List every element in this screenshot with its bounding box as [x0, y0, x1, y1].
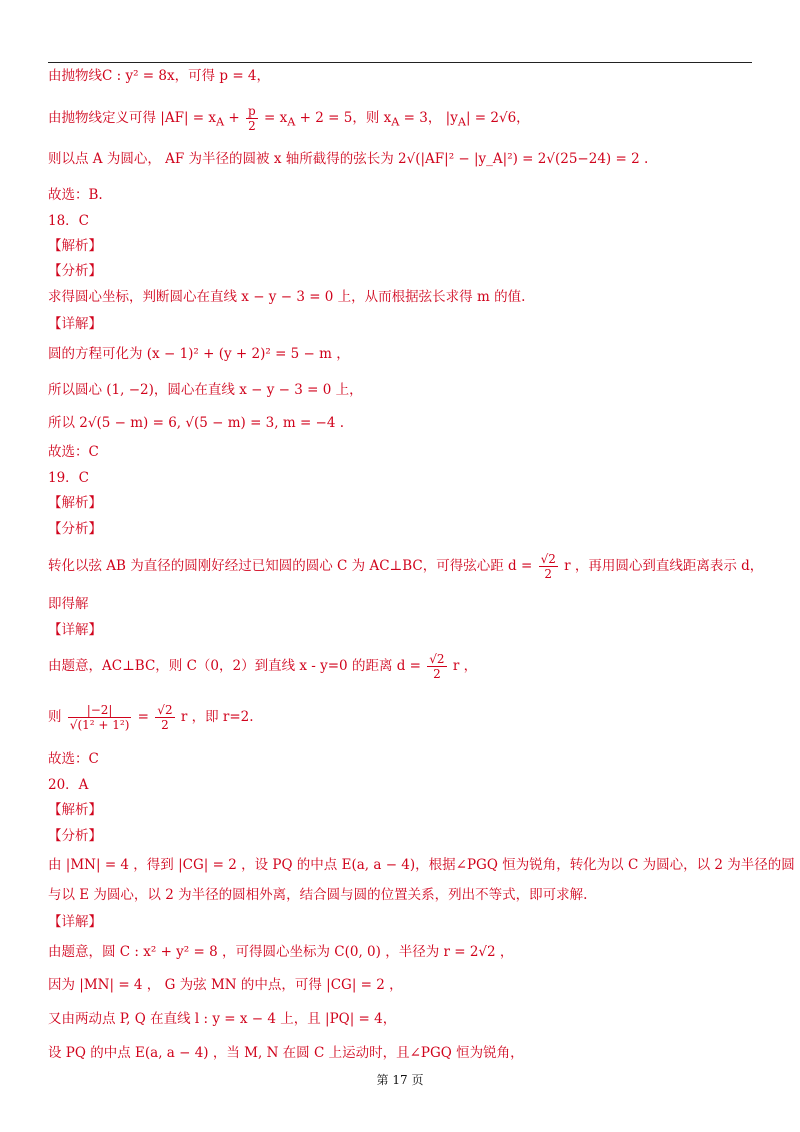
text-line-18: 即得解	[48, 596, 89, 612]
section-jiexi: 【解析】	[48, 238, 102, 254]
question-19-answer: 19．C	[48, 470, 90, 486]
text-frag: +	[224, 110, 245, 126]
fraction-denominator: 2	[544, 567, 553, 581]
fraction-denominator: 2	[161, 718, 169, 732]
text-line-11: 所以圆心 (1, −2)，圆心在直线 x − y − 3 = 0 上，	[48, 382, 363, 398]
text-line-17	[48, 550, 763, 582]
text-frag: r ，	[448, 658, 478, 674]
page-number: 第 17 页	[376, 1073, 424, 1087]
fraction-denominator: √(1² + 1²)	[69, 718, 130, 732]
text-line-22: 故选：C	[48, 751, 99, 767]
text-line-2	[48, 104, 530, 137]
fraction-sqrt2-over-2	[427, 652, 446, 681]
text-line-27: 与以 E 为圆心，以 2 为半径的圆相外离，结合圆与圆的位置关系，列出不等式，即可求解.	[48, 887, 588, 903]
text-frag: r ，再用圆心到直线距离表示 d，	[559, 558, 764, 574]
text-line-1: 由抛物线C : y² = 8x，可得 p = 4，	[48, 68, 271, 84]
header-rule	[48, 62, 752, 63]
fraction-denominator: 2	[248, 119, 256, 133]
text-line-13: 故选：C	[48, 444, 99, 460]
section-fenxi: 【分析】	[48, 263, 102, 279]
text-line-12: 所以 2√(5 − m) = 6, √(5 − m) = 3, m = −4 .	[48, 415, 345, 431]
fraction-sqrt2-over-2	[155, 703, 174, 732]
text-line-3: 则以点 A 为圆心， AF 为半径的圆被 x 轴所截得的弦长为 2√(|AF|² − |y_A|²) = 2√(25−24) = 2 .	[48, 151, 649, 167]
fraction-numerator: √2	[429, 652, 445, 666]
text-frag: 由题意，AC⊥BC，则 C（0，2）到直线 x - y=0 的距离 d =	[48, 658, 426, 674]
section-xiangjie: 【详解】	[48, 316, 102, 332]
text-frag: 转化以弦 AB 为直径的圆刚好经过已知圆的圆心 C 为 AC⊥BC，可得弦心距 d =	[48, 558, 537, 574]
subscript: A	[457, 115, 466, 129]
text-line-10: 圆的方程可化为 (x − 1)² + (y + 2)² = 5 − m ，	[48, 346, 350, 362]
fraction-numerator: p	[248, 104, 256, 118]
fraction-numerator: √2	[540, 552, 556, 566]
question-20-answer: 20．A	[48, 777, 89, 793]
text-frag: =	[133, 709, 154, 725]
section-fenxi: 【分析】	[48, 828, 102, 844]
question-18-answer: 18．C	[48, 213, 90, 229]
fraction-denominator: 2	[433, 667, 441, 681]
fraction-sqrt2-over-2	[539, 552, 558, 581]
section-xiangjie: 【详解】	[48, 622, 102, 638]
text-frag: 由抛物线定义可得 |AF| = x	[48, 110, 217, 126]
fraction-p-over-2	[246, 104, 258, 133]
text-frag: 则	[48, 709, 66, 725]
text-line-4: 故选：B.	[48, 187, 103, 203]
subscript: A	[391, 115, 400, 129]
text-line-26: 由 |MN| = 4 ，得到 |CG| = 2 ，设 PQ 的中点 E(a, a − 4)，根据∠PGQ 恒为锐角，转化为以 C 为圆心，以 2 为半径的圆	[48, 857, 795, 873]
section-jiexi: 【解析】	[48, 802, 102, 818]
fraction-distance	[68, 703, 132, 732]
fraction-numerator: |−2|	[68, 703, 132, 718]
subscript: A	[216, 115, 225, 129]
fraction-numerator: √2	[157, 703, 173, 717]
section-fenxi: 【分析】	[48, 521, 102, 537]
text-line-32: 设 PQ 的中点 E(a, a − 4) ，当 M, N 在圆 C 上运动时，且∠PGQ 恒为锐角，	[48, 1045, 524, 1061]
section-xiangjie: 【详解】	[48, 914, 102, 930]
text-line-31: 又由两动点 P, Q 在直线 l : y = x − 4 上，且 |PQ| = 4，	[48, 1011, 397, 1027]
text-frag: + 2 = 5，则 x	[295, 110, 392, 126]
text-line-21	[48, 700, 254, 734]
text-frag: r ，即 r=2.	[176, 709, 254, 725]
text-line-8: 求得圆心坐标，判断圆心在直线 x − y − 3 = 0 上，从而根据弦长求得 m 的值.	[48, 289, 526, 305]
text-line-30: 因为 |MN| = 4 ， G 为弦 MN 的中点，可得 |CG| = 2 ，	[48, 977, 403, 993]
section-jiexi: 【解析】	[48, 495, 102, 511]
subscript: A	[287, 115, 296, 129]
text-frag: = 3， |y	[399, 110, 458, 126]
text-frag: | = 2√6，	[465, 110, 530, 126]
text-line-20	[48, 650, 477, 682]
text-frag: = x	[259, 110, 288, 126]
text-line-29: 由题意，圆 C : x² + y² = 8 ，可得圆心坐标为 C(0, 0) ，半径为 r = 2√2 ，	[48, 944, 514, 960]
